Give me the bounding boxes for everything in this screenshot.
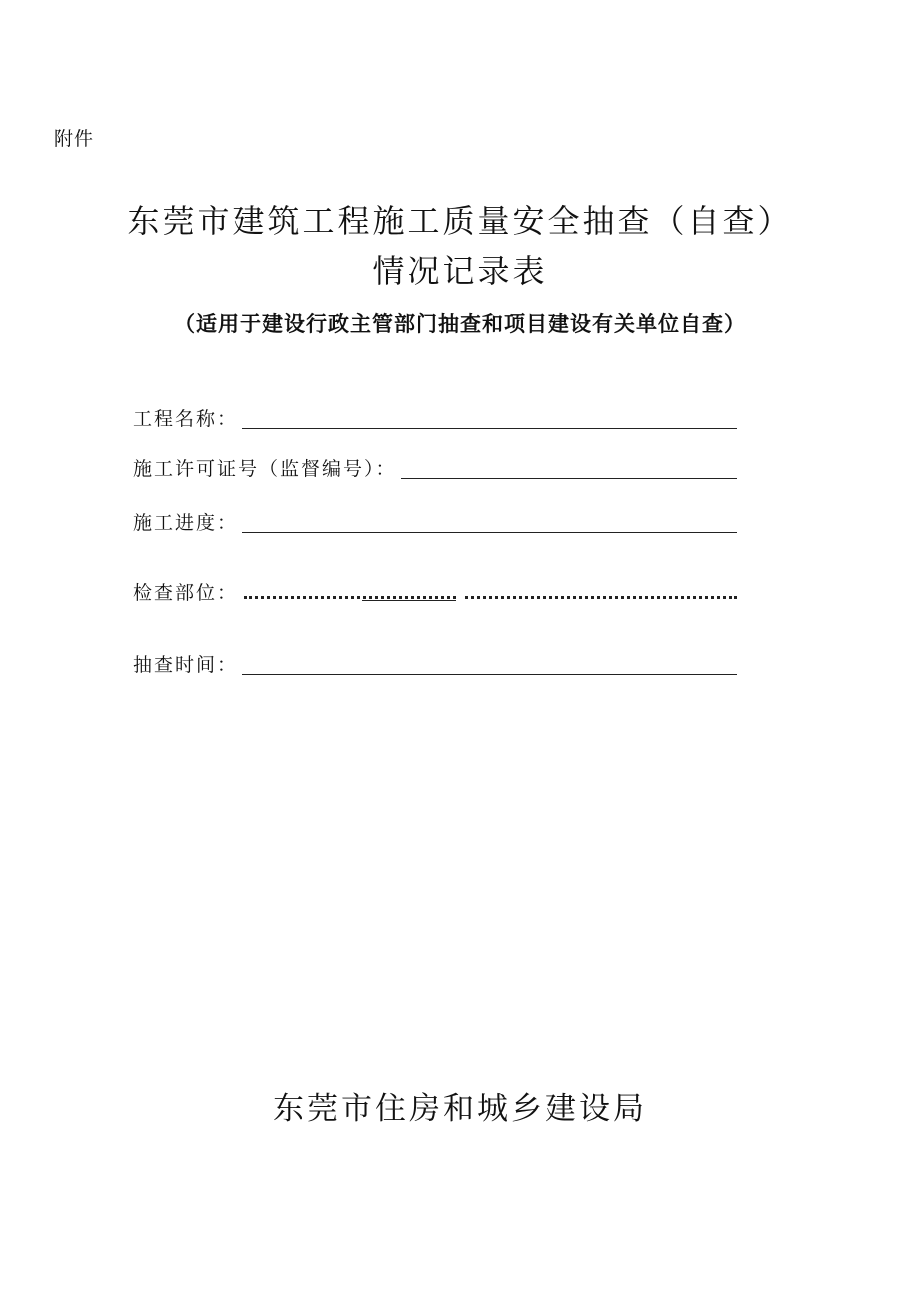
inspection-time-field [133,653,737,677]
inspection-location-field [133,581,737,605]
inspection-time-blank[interactable] [242,654,737,675]
attachment-label: 附件 [54,128,95,150]
project-name-label: 工程名称： [133,408,239,430]
permit-number-blank[interactable] [401,458,737,479]
inspection-time-label: 抽查时间： [133,654,239,676]
permit-number-field [133,457,737,481]
construction-progress-label: 施工进度： [133,512,239,534]
dotted-leader [244,596,737,599]
inspection-location-label: 检查部位： [133,582,239,604]
document-title-line-1: 东莞市建筑工程施工质量安全抽查（自查） [127,202,793,240]
construction-progress-blank[interactable] [242,512,737,533]
partial-underline [362,600,456,601]
permit-number-label: 施工许可证号（监督编号）： [133,458,397,480]
document-subtitle: （适用于建设行政主管部门抽查和项目建设有关单位自查） [174,312,746,336]
inspection-location-blank[interactable] [244,581,737,605]
project-name-blank[interactable] [242,408,737,429]
document-title-line-2: 情况记录表 [372,252,548,290]
dotted-gap [456,595,464,601]
issuing-authority: 东莞市住房和城乡建设局 [273,1091,647,1127]
construction-progress-field [133,511,737,535]
project-name-field [133,407,737,431]
